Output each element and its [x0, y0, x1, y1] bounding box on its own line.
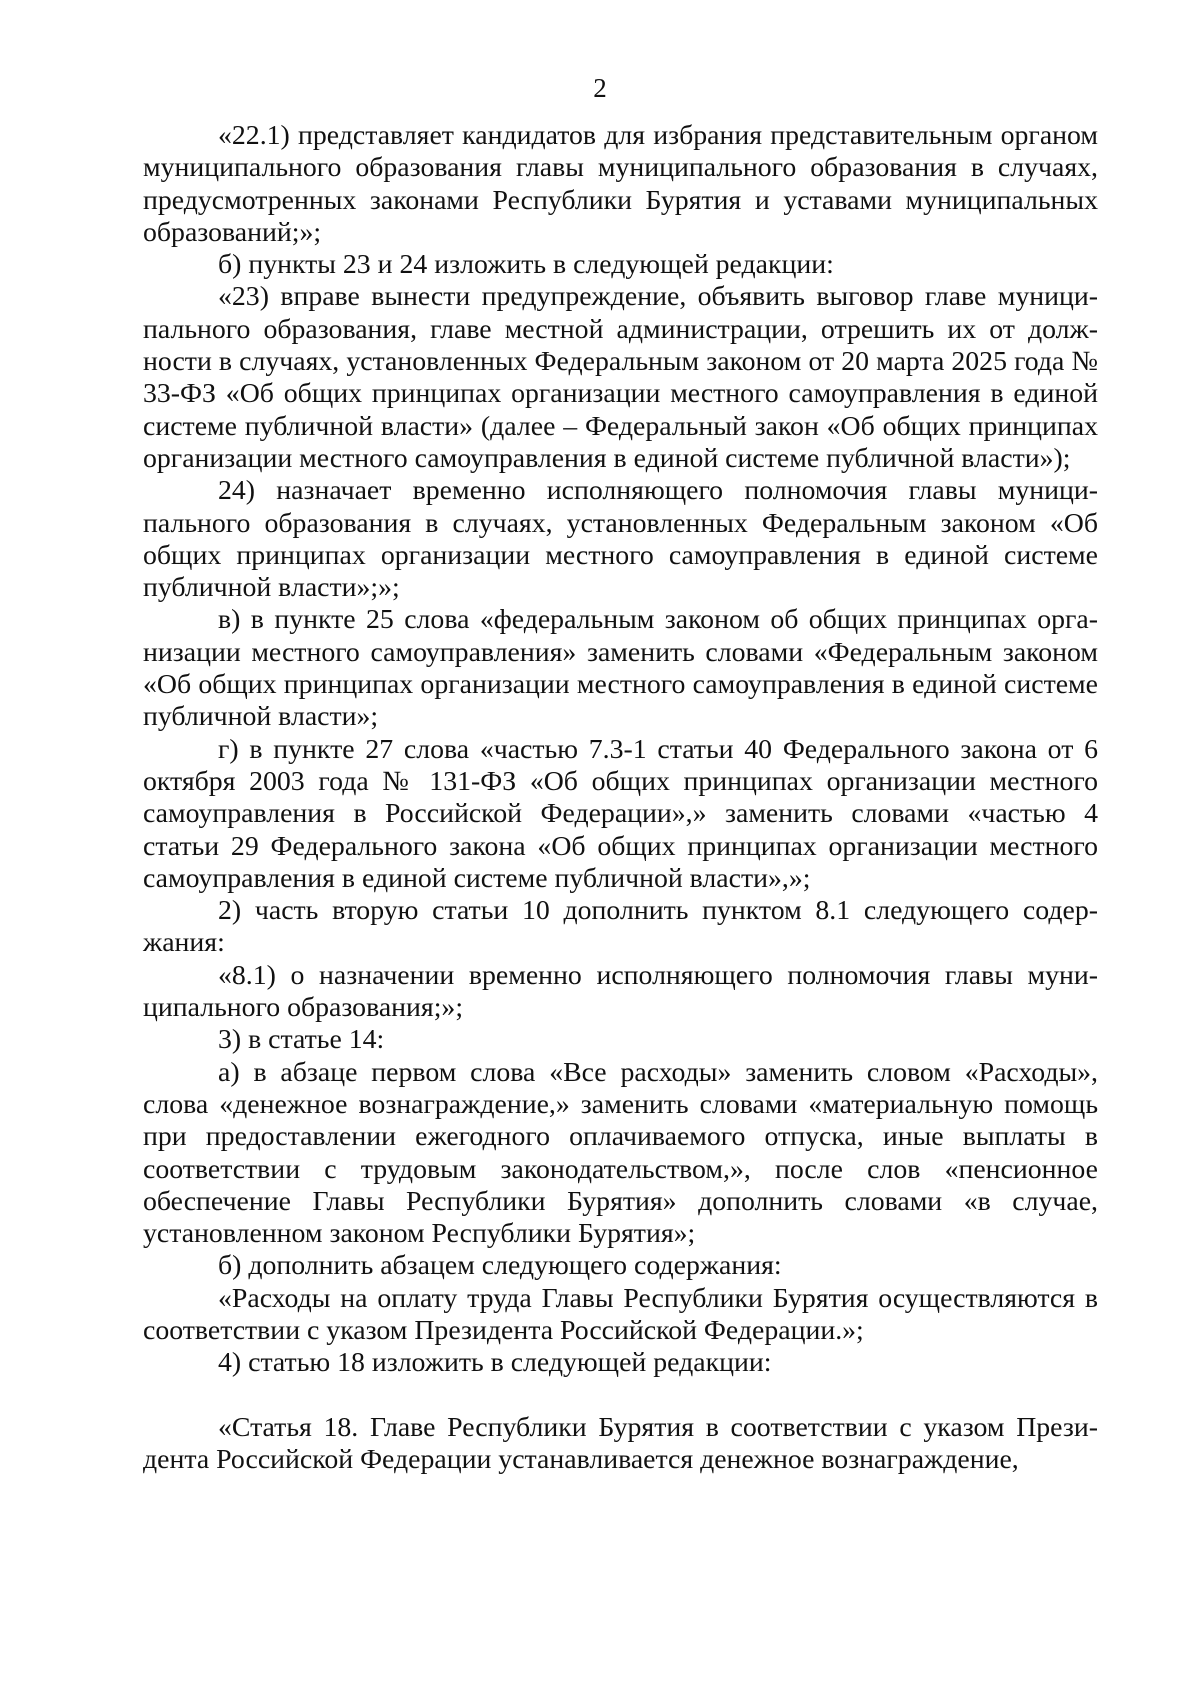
paragraph-23: «23) вправе вынести предупреждение, объявить выговор главе муниципального образования, главе местной администрации, отрешить их от должности в случаях, установленных Федеральным законом от 20 марта 2025 года № 33-ФЗ «Об общих принципах организации местного самоуправления в единой системе публичной власти» (далее – Федеральный закон «Об общих принципах организации местного самоуправления в единой системе публичной власти»); [143, 281, 1098, 474]
paragraph-spacer [143, 1380, 1098, 1412]
paragraph-v-point-25: в) в пункте 25 слова «федеральным законом об общих принципах организации местного самоуправления» заменить словами «Федеральным законом «Об общих принципах организации местного самоуправления в единой системе публичной власти»; [143, 604, 1098, 733]
page-number: 2 [593, 73, 607, 103]
paragraph-b-add-abzats: б) дополнить абзацем следующего содержания: [218, 1250, 782, 1282]
paragraph-24: 24) назначает временно исполняющего полномочия главы муниципального образования в случаях, установленных Федеральным законом «Об общих принципах организации местного самоуправления в единой системе публичной власти»;»; [143, 475, 1098, 604]
paragraph-3-article-14: 3) в статье 14: [218, 1024, 385, 1056]
document-body [143, 120, 1098, 1476]
paragraph-8-1: «8.1) о назначении временно исполняющего полномочия главы муниципального образования;»; [143, 959, 1098, 1024]
paragraph-expenses-salary: «Расходы на оплату труда Главы Республики Бурятия осуществляются в соответствии с указом Президента Российской Федерации.»; [143, 1282, 1098, 1346]
paragraph-a-first-abzats: а) в абзаце первом слова «Все расходы» заменить словом «Расходы», слова «денежное вознаграждение,» заменить словами «материальную помощь при предоставлении ежегодного оплачиваемого отпуска, иные выплаты в соответствии с трудовым законодательством,», после слов «пенсионное обеспечение Главы Республики Бурятия» дополнить словами «в случае, установленном законом Республики Бурятия»; [143, 1056, 1098, 1250]
paragraph-22-1: «22.1) представляет кандидатов для избрания представительным органом муниципального образования главы муниципального образования в случаях, предусмотренных законами Республики Бурятия и уставами муниципальных образований;»; [143, 120, 1098, 248]
paragraph-4-article-18: 4) статью 18 изложить в следующей редакции: [218, 1347, 772, 1379]
paragraph-2-article-10: 2) часть вторую статьи 10 дополнить пунктом 8.1 следующего содержания: [143, 895, 1098, 959]
paragraph-article-18-text: «Статья 18. Главе Республики Бурятия в соответствии с указом Президента Российской Федерации устанавливается денежное вознаграждение, [143, 1411, 1098, 1475]
paragraph-g-point-27: г) в пункте 27 слова «частью 7.3-1 статьи 40 Федерального закона от 6 октября 2003 года № 131-ФЗ «Об общих принципах организации местного самоуправления в Российской Федерации»,» заменить словами «частью 4 статьи 29 Федерального закона «Об общих принципах организации местного самоуправления в единой системе публичной власти»,»; [143, 733, 1098, 894]
paragraph-b-points-23-24: б) пункты 23 и 24 изложить в следующей редакции: [218, 249, 834, 281]
